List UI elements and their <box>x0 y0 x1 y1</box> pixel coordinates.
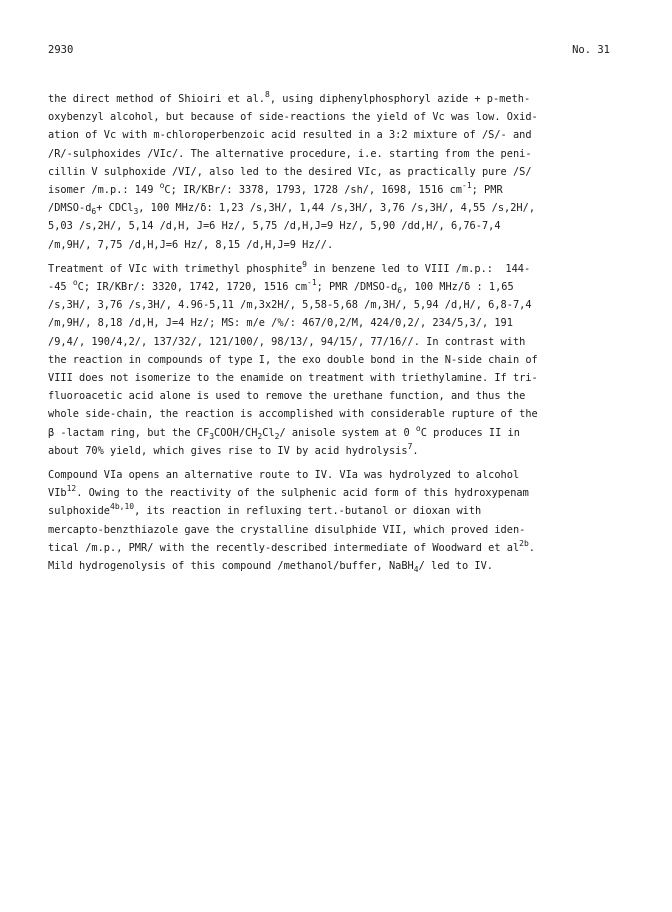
superscript: o <box>415 423 421 433</box>
text-run: isomer /m.p.: 149 <box>48 184 160 197</box>
subscript: 3 <box>209 431 215 441</box>
text-run: β -lactam ring, but the CF <box>48 426 210 439</box>
article-body <box>48 90 620 581</box>
text-run: -45 <box>48 281 73 294</box>
text-run: /R/-sulphoxides /VIc/. The alternative procedure, i.e. starting from the peni- <box>48 147 532 160</box>
text-line <box>48 442 620 460</box>
paragraph <box>48 260 620 460</box>
superscript: 9 <box>302 259 307 269</box>
text-run: + CDCl <box>96 202 134 215</box>
text-line <box>48 163 620 181</box>
paragraph <box>48 90 620 254</box>
superscript: o <box>72 278 78 288</box>
text-line <box>48 521 620 539</box>
text-line <box>48 387 620 405</box>
text-run: . Owing to the reactivity of the sulphenic acid form of this hydroxypenam <box>76 487 529 500</box>
text-run: Compound VIa opens an alternative route to IV. VIa was hydrolyzed to alcohol <box>48 469 520 482</box>
text-run: / anisole system at 0 <box>279 426 416 439</box>
text-run: /9,4/, 190/4,2/, 137/32/, 121/100/, 98/13/, 94/15/, 77/16//. In contrast with <box>48 335 526 348</box>
issue-number: No. 31 <box>572 44 610 56</box>
text-run: COOH/CH <box>214 426 258 439</box>
text-line <box>48 145 620 163</box>
text-run: tical /m.p., PMR/ with the recently-described intermediate of Woodward et al <box>48 541 520 554</box>
paragraph <box>48 466 620 575</box>
subscript: 6 <box>91 207 97 217</box>
subscript: 2 <box>257 431 263 441</box>
text-line <box>48 424 620 442</box>
text-run: the reaction in compounds of type I, the exo double bond in the N-side chain of <box>48 353 538 366</box>
text-run: VIII does not isomerize to the enamide on treatment with triethylamine. If tri- <box>48 372 538 385</box>
text-run: Mild hydrogenolysis of this compound /methanol/buffer, NaBH <box>48 560 414 573</box>
text-run: Treatment of VIc with trimethyl phosphite <box>48 262 303 275</box>
text-run: /m,9H/, 7,75 /d,H,J=6 Hz/, 8,15 /d,H,J=9 Hz//. <box>48 238 334 251</box>
text-run: whole side-chain, the reaction is accomplished with considerable rupture of the <box>48 408 538 421</box>
page-number: 2930 <box>48 44 74 56</box>
superscript: -1 <box>462 181 472 191</box>
text-run: /s,3H/, 3,76 /s,3H/, 4.96-5,11 /m,3x2H/, 5,58-5,68 /m,3H/, 5,94 /d,H/, 6,8-7,4 <box>48 299 532 312</box>
text-line <box>48 539 620 557</box>
subscript: 3 <box>133 207 139 217</box>
text-line <box>48 369 620 387</box>
text-line <box>48 405 620 423</box>
text-run: , its reaction in refluxing tert.-butanol or dioxan with <box>134 505 482 518</box>
text-run: oxybenzyl alcohol, but because of side-reactions the yield of Vc was low. Oxid- <box>48 111 538 124</box>
text-run: the direct method of Shioiri et al. <box>48 93 265 105</box>
text-run: ation of Vc with m-chloroperbenzoic acid resulted in a 3:2 mixture of /S/- and <box>48 129 532 142</box>
text-run: VIb <box>48 487 67 500</box>
text-line <box>48 502 620 520</box>
text-run: . <box>528 541 535 554</box>
superscript: 4b,10 <box>110 502 135 512</box>
text-run: /DMSO-d <box>48 202 92 215</box>
subscript: 6 <box>397 286 403 296</box>
text-line <box>48 217 620 235</box>
text-run: sulphoxide <box>48 505 110 518</box>
text-run: ; PMR /DMSO-d <box>316 281 398 294</box>
text-run: about 70% yield, which gives rise to IV by acid hydrolysis <box>48 444 408 457</box>
text-run: , using diphenylphosphoryl azide + p-meth- <box>269 93 531 105</box>
superscript: 2b <box>519 538 529 548</box>
text-run: Cl <box>262 426 275 439</box>
text-run: /m,9H/, 8,18 /d,H, J=4 Hz/; MS: m/e /%/: 467/0,2/M, 424/0,2/, 234/5,3/, 191 <box>48 317 513 330</box>
text-line <box>48 333 620 351</box>
text-run: C produces II in <box>420 426 520 439</box>
text-line <box>48 126 620 144</box>
superscript: 8 <box>264 90 270 99</box>
superscript: -1 <box>307 278 317 288</box>
text-line <box>48 314 620 332</box>
superscript: 7 <box>407 441 413 451</box>
text-run: C; IR/KBr/: 3320, 1742, 1720, 1516 cm <box>77 281 308 294</box>
text-line <box>48 296 620 314</box>
text-run: , 100 MHz/δ: 1,23 /s,3H/, 1,44 /s,3H/, 3,76 /s,3H/, 4,55 /s,2H/, <box>138 202 536 215</box>
text-run: / led to IV. <box>418 560 493 573</box>
text-line <box>48 199 620 217</box>
text-line <box>48 236 620 254</box>
text-line <box>48 278 620 296</box>
text-line <box>48 466 620 484</box>
text-line <box>48 108 620 126</box>
text-line <box>48 557 620 575</box>
superscript: o <box>159 181 165 191</box>
text-run: in benzene led to VIII /m.p.: 144- <box>307 262 531 275</box>
text-run: cillin V sulphoxide /VI/, also led to the desired VIc, as practically pure /S/ <box>48 165 532 178</box>
subscript: 4 <box>413 565 419 575</box>
text-run: 5,03 /s,2H/, 5,14 /d,H, J=6 Hz/, 5,75 /d,H,J=9 Hz/, 5,90 /dd,H/, 6,76-7,4 <box>48 220 501 233</box>
text-line <box>48 484 620 502</box>
text-run: ; PMR <box>471 184 503 197</box>
text-line <box>48 351 620 369</box>
text-line <box>48 90 620 108</box>
text-run: . <box>412 444 419 457</box>
text-line <box>48 260 620 278</box>
text-run: C; IR/KBr/: 3378, 1793, 1728 /sh/, 1698, 1516 cm <box>164 184 462 197</box>
superscript: 12 <box>66 484 77 494</box>
text-line <box>48 181 620 199</box>
text-run: mercapto-benzthiazole gave the crystalline disulphide VII, which proved iden- <box>48 523 526 536</box>
text-run: , 100 MHz/δ : 1,65 <box>402 281 514 294</box>
subscript: 2 <box>274 431 280 441</box>
text-run: fluoroacetic acid alone is used to remove the urethane function, and thus the <box>48 390 526 403</box>
